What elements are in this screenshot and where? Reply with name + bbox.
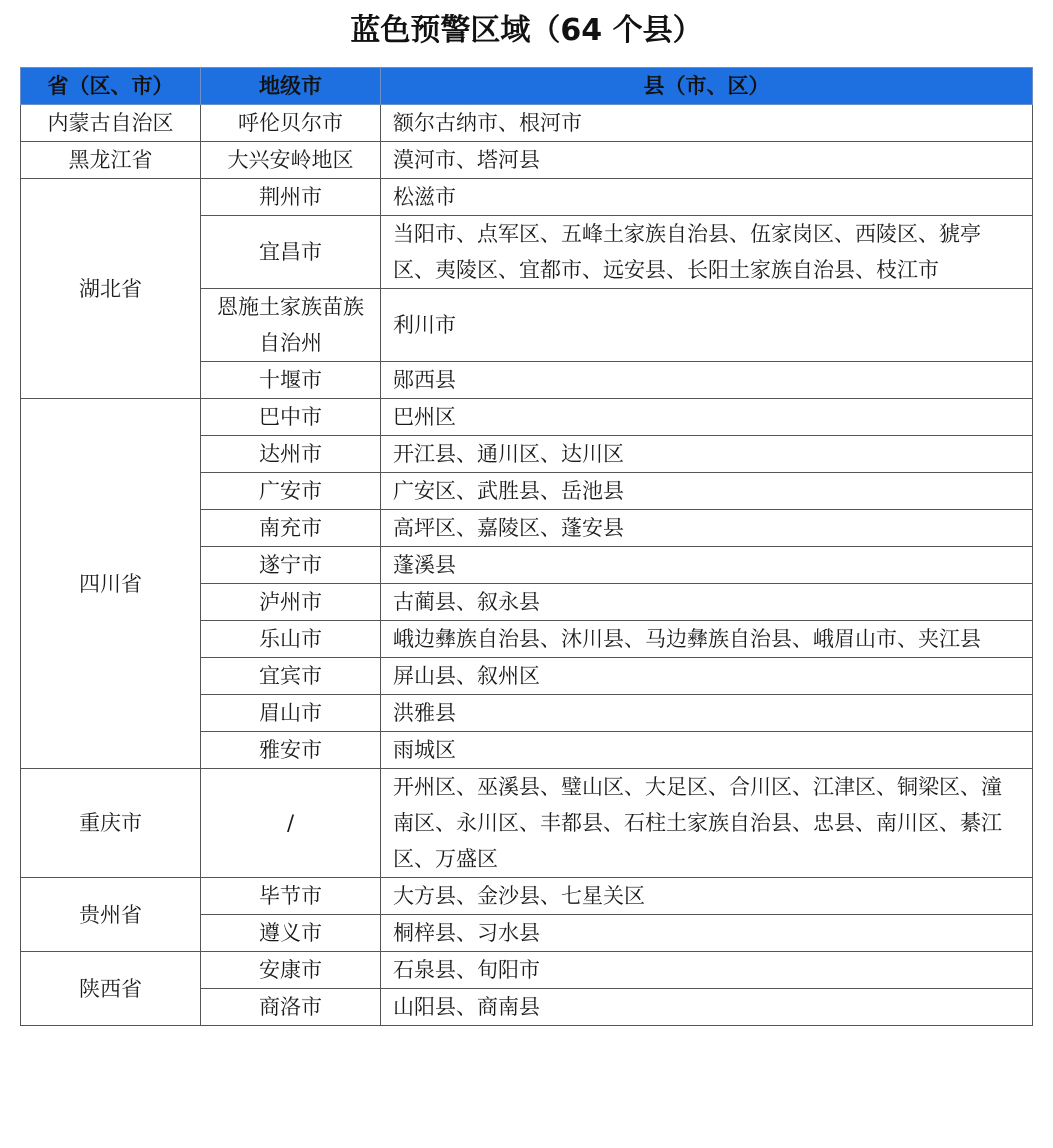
county-cell: 广安区、武胜县、岳池县 xyxy=(381,473,1033,510)
table-row xyxy=(21,878,1033,915)
city-cell: 乐山市 xyxy=(201,621,381,658)
page-title: 蓝色预警区域（64 个县） xyxy=(350,13,703,48)
county-cell: 山阳县、商南县 xyxy=(381,989,1033,1026)
county-cell: 峨边彝族自治县、沐川县、马边彝族自治县、峨眉山市、夹江县 xyxy=(381,621,1033,658)
county-cell: 大方县、金沙县、七星关区 xyxy=(381,878,1033,915)
county-cell: 郧西县 xyxy=(381,362,1033,399)
table-row xyxy=(21,769,1033,878)
table-row xyxy=(21,105,1033,142)
header-county: 县（市、区） xyxy=(381,68,1033,105)
county-cell: 石泉县、旬阳市 xyxy=(381,952,1033,989)
header-city: 地级市 xyxy=(201,68,381,105)
table-row xyxy=(21,952,1033,989)
city-cell: 眉山市 xyxy=(201,695,381,732)
county-cell: 开州区、巫溪县、璧山区、大足区、合川区、江津区、铜梁区、潼南区、永川区、丰都县、石柱土家族自治县、忠县、南川区、綦江区、万盛区 xyxy=(381,769,1033,878)
city-cell: / xyxy=(201,769,381,878)
city-cell: 荆州市 xyxy=(201,179,381,216)
city-cell: 十堰市 xyxy=(201,362,381,399)
table-row xyxy=(21,179,1033,216)
county-cell: 巴州区 xyxy=(381,399,1033,436)
county-cell: 洪雅县 xyxy=(381,695,1033,732)
city-cell: 泸州市 xyxy=(201,584,381,621)
city-cell: 广安市 xyxy=(201,473,381,510)
county-cell: 蓬溪县 xyxy=(381,547,1033,584)
county-cell: 额尔古纳市、根河市 xyxy=(381,105,1033,142)
header-province: 省（区、市） xyxy=(21,68,201,105)
county-cell: 桐梓县、习水县 xyxy=(381,915,1033,952)
province-cell: 黑龙江省 xyxy=(21,142,201,179)
city-cell: 呼伦贝尔市 xyxy=(201,105,381,142)
city-cell: 安康市 xyxy=(201,952,381,989)
city-cell: 宜宾市 xyxy=(201,658,381,695)
city-cell: 毕节市 xyxy=(201,878,381,915)
city-cell: 南充市 xyxy=(201,510,381,547)
county-cell: 雨城区 xyxy=(381,732,1033,769)
table-header-row xyxy=(21,68,1033,105)
city-cell: 恩施土家族苗族自治州 xyxy=(201,289,381,362)
province-cell: 陕西省 xyxy=(21,952,201,1026)
province-cell: 内蒙古自治区 xyxy=(21,105,201,142)
county-cell: 高坪区、嘉陵区、蓬安县 xyxy=(381,510,1033,547)
city-cell: 达州市 xyxy=(201,436,381,473)
province-cell: 重庆市 xyxy=(21,769,201,878)
city-cell: 遵义市 xyxy=(201,915,381,952)
province-cell: 湖北省 xyxy=(21,179,201,399)
city-cell: 大兴安岭地区 xyxy=(201,142,381,179)
county-cell: 漠河市、塔河县 xyxy=(381,142,1033,179)
province-cell: 贵州省 xyxy=(21,878,201,952)
county-cell: 当阳市、点军区、五峰土家族自治县、伍家岗区、西陵区、猇亭区、夷陵区、宜都市、远安县、长阳土家族自治县、枝江市 xyxy=(381,216,1033,289)
city-cell: 商洛市 xyxy=(201,989,381,1026)
county-cell: 屏山县、叙州区 xyxy=(381,658,1033,695)
county-cell: 利川市 xyxy=(381,289,1033,362)
county-cell: 开江县、通川区、达川区 xyxy=(381,436,1033,473)
table-row xyxy=(21,399,1033,436)
city-cell: 遂宁市 xyxy=(201,547,381,584)
city-cell: 巴中市 xyxy=(201,399,381,436)
city-cell: 雅安市 xyxy=(201,732,381,769)
county-cell: 古蔺县、叙永县 xyxy=(381,584,1033,621)
province-cell: 四川省 xyxy=(21,399,201,769)
table-row xyxy=(21,142,1033,179)
warning-table xyxy=(20,67,1033,1026)
county-cell: 松滋市 xyxy=(381,179,1033,216)
city-cell: 宜昌市 xyxy=(201,216,381,289)
